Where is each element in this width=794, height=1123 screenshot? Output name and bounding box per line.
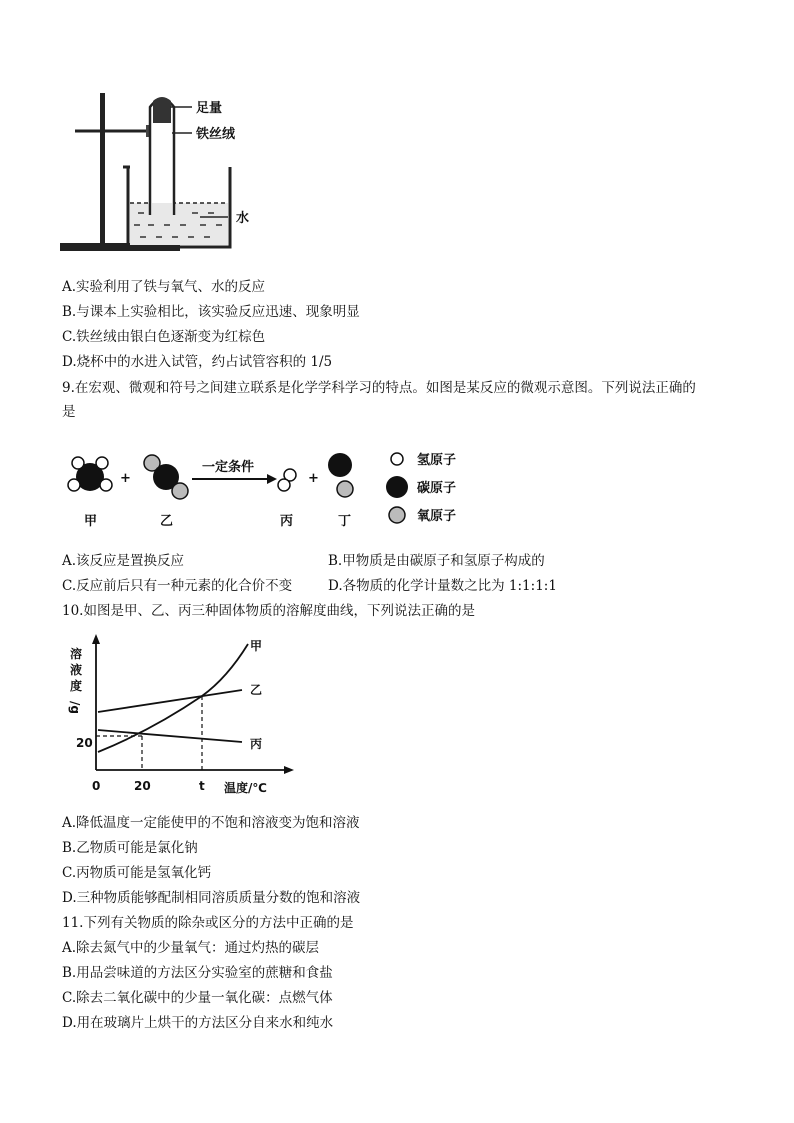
legend-hydrogen: [391, 452, 456, 468]
x-tick-t: t: [199, 779, 205, 793]
label-iron-wool: 铁丝绒: [196, 127, 236, 142]
svg-text:氧原子: 氧原子: [417, 509, 457, 524]
ylabel-char-4: /g: [68, 701, 82, 714]
series-label-yi: 乙: [250, 683, 263, 697]
series-label-bing: 丙: [250, 737, 263, 751]
label-water: 水: [236, 211, 250, 226]
q11-option-d: D.用在玻璃片上烘干的方法区分自来水和纯水: [62, 1015, 334, 1031]
series-label-jia: 甲: [250, 639, 263, 653]
q8-option-b: B.与课本上实验相比，该实验反应迅速、现象明显: [62, 304, 360, 320]
molecule-ding: [328, 453, 353, 497]
svg-text:氢原子: 氢原子: [417, 453, 457, 468]
plus-sign-2: +: [308, 471, 319, 486]
q11-option-c: C.除去二氧化碳中的少量一氧化碳：点燃气体: [62, 990, 333, 1006]
reaction-condition: 一定条件: [202, 460, 255, 475]
beaker-water: [130, 203, 228, 245]
curve-yi: [98, 690, 242, 712]
iron-wool: [153, 97, 171, 123]
q10-stem: 10.如图是甲、乙、丙三种固体物质的溶解度曲线，下列说法正确的是: [62, 603, 475, 619]
q10-option-c: C.丙物质可能是氢氧化钙: [62, 865, 212, 881]
ylabel-char-3: 度: [70, 679, 83, 693]
ylabel-char-1: 溶: [70, 647, 83, 661]
molecule-yi: [144, 455, 188, 499]
q11-option-a: A.除去氮气中的少量氧气：通过灼热的碳层: [62, 940, 320, 956]
q9-option-c: C.反应前后只有一种元素的化合价不变: [62, 578, 293, 594]
label-ding: 丁: [338, 514, 352, 529]
stand-rod: [100, 93, 105, 245]
svg-text:碳原子: 碳原子: [417, 481, 457, 496]
x-tick-20: 20: [134, 779, 151, 793]
q8-option-a: A.实验利用了铁与氧气、水的反应: [62, 279, 266, 295]
label-excess: 足量: [196, 101, 223, 116]
q9-stem-line2: 是: [62, 404, 76, 420]
q9-stem-line1: 9.在宏观、微观和符号之间建立联系是化学学科学习的特点。如图是某反应的微观示意图。下列说法正确的: [62, 380, 696, 396]
label-yi: 乙: [160, 514, 174, 529]
ylabel-char-2: 液: [70, 663, 83, 677]
legend-oxygen: [389, 507, 456, 524]
molecule-jia: [68, 457, 112, 491]
q10-option-a: A.降低温度一定能使甲的不饱和溶液变为饱和溶液: [62, 815, 360, 831]
q9-option-b: B.甲物质是由碳原子和氢原子构成的: [328, 553, 545, 569]
q9-option-a: A.该反应是置换反应: [62, 553, 185, 569]
q11-option-b: B.用品尝味道的方法区分实验室的蔗糖和食盐: [62, 965, 333, 981]
label-bing: 丙: [280, 514, 294, 529]
q8-option-c: C.铁丝绒由银白色逐渐变为红棕色: [62, 329, 266, 345]
molecule-bing: [278, 469, 296, 491]
q9-option-d: D.各物质的化学计量数之比为 1:1:1:1: [328, 578, 557, 594]
x-axis-label: 温度/℃: [224, 781, 267, 795]
legend-carbon: [386, 476, 456, 498]
solubility-curve-figure: [62, 630, 302, 800]
y-tick-20: 20: [76, 736, 93, 750]
iron-rusting-apparatus-figure: [60, 85, 260, 260]
reaction-micro-diagram: [62, 445, 482, 535]
q8-option-d: D.烧杯中的水进入试管，约占试管容积的 1/5: [62, 354, 333, 370]
x-tick-0: 0: [92, 779, 101, 793]
q10-option-b: B.乙物质可能是氯化钠: [62, 840, 198, 856]
label-jia: 甲: [84, 514, 98, 529]
q10-option-d: D.三种物质能够配制相同溶质质量分数的饱和溶液: [62, 890, 361, 906]
q11-stem: 11.下列有关物质的除杂或区分的方法中正确的是: [62, 915, 354, 931]
plus-sign-1: +: [120, 471, 131, 486]
